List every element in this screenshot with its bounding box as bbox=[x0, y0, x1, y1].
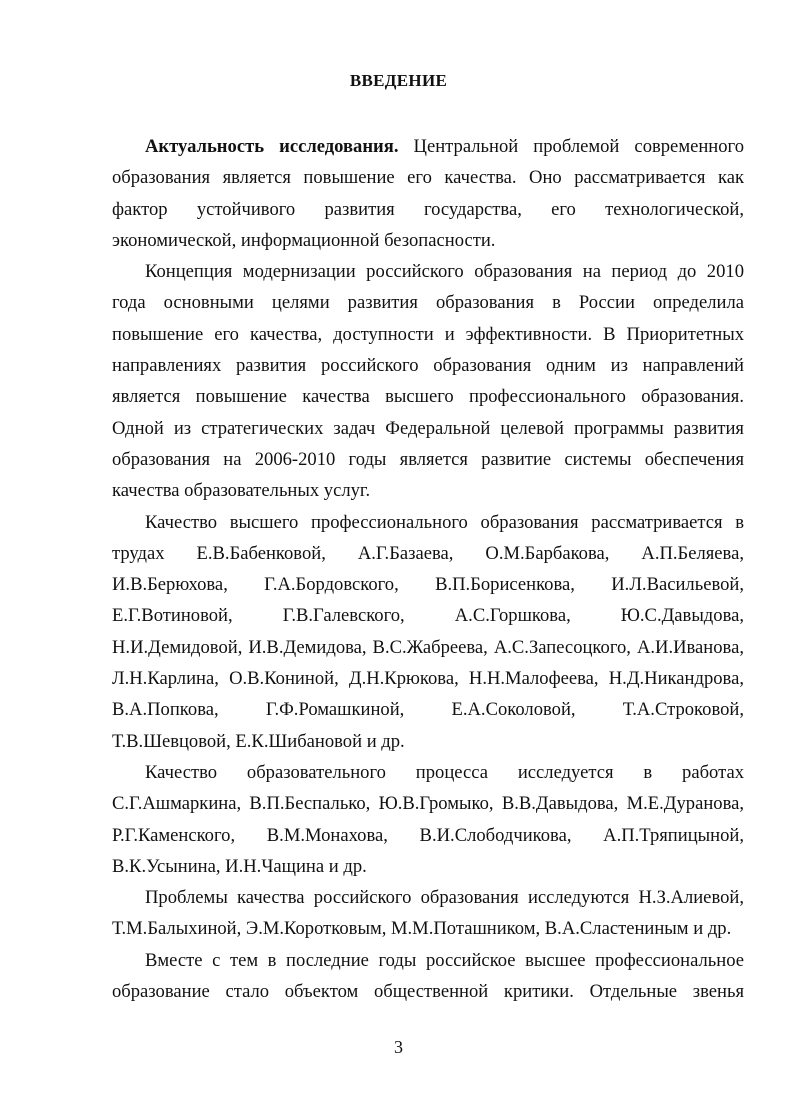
text-line: В.А.Попкова, Г.Ф.Ромашкиной, Е.А.Соколовой, Т.А.Строковой, bbox=[112, 699, 744, 721]
paragraph bbox=[112, 945, 744, 1008]
body-text bbox=[112, 131, 744, 1007]
text-line: Р.Г.Каменского, В.М.Монахова, В.И.Слободчикова, А.П.Тряпицыной, bbox=[112, 824, 744, 846]
text-line: является повышение качества высшего профессионального образования. bbox=[112, 386, 744, 408]
text-line: Актуальность исследования. Центральной проблемой современного bbox=[145, 136, 744, 157]
text-line: образования на 2006-2010 годы является развитие системы обеспечения bbox=[112, 448, 744, 470]
text-line: фактор устойчивого развития государства, его технологической, bbox=[112, 198, 744, 220]
page-number: 3 bbox=[394, 1037, 403, 1057]
paragraph bbox=[112, 882, 744, 945]
text-line: экономической, информационной безопасности. bbox=[112, 229, 496, 251]
page-title: ВВЕДЕНИЕ bbox=[349, 71, 448, 90]
text-line: трудах Е.В.Бабенковой, А.Г.Базаева, О.М.Барбакова, А.П.Беляева, bbox=[112, 542, 744, 564]
text-line: Проблемы качества российского образования исследуются Н.З.Алиевой, bbox=[145, 887, 744, 909]
text-line: года основными целями развития образования в России определила bbox=[112, 292, 744, 314]
text-line: образования является повышение его качества. Оно рассматривается как bbox=[112, 167, 744, 189]
paragraph bbox=[112, 507, 744, 757]
text-line: Вместе с тем в последние годы российское высшее профессиональное bbox=[145, 949, 744, 971]
text-line: Качество образовательного процесса исследуется в работах bbox=[145, 761, 744, 783]
text-line: повышение его качества, доступности и эффективности. В Приоритетных bbox=[112, 323, 744, 345]
text-line: Качество высшего профессионального образования рассматривается в bbox=[145, 511, 744, 533]
text-line: Т.М.Балыхиной, Э.М.Коротковым, М.М.Поташником, В.А.Сластениным и др. bbox=[112, 918, 732, 940]
text-line: направлениях развития российского образования одним из направлений bbox=[112, 355, 744, 377]
text-line: И.В.Берюхова, Г.А.Бордовского, В.П.Борисенкова, И.Л.Васильевой, bbox=[112, 574, 744, 596]
paragraph bbox=[112, 757, 744, 882]
text-line: Т.В.Шевцовой, Е.К.Шибановой и др. bbox=[112, 730, 405, 752]
paragraph bbox=[112, 256, 744, 506]
text-line: С.Г.Ашмаркина, В.П.Беспалько, Ю.В.Громыко, В.В.Давыдова, М.Е.Дуранова, bbox=[112, 793, 744, 815]
text-line: качества образовательных услуг. bbox=[112, 480, 371, 502]
paragraph bbox=[112, 131, 744, 256]
lead-phrase: Актуальность исследования. bbox=[145, 136, 399, 157]
text-line: Концепция модернизации российского образования на период до 2010 bbox=[145, 261, 744, 283]
text-line: Е.Г.Вотиновой, Г.В.Галевского, А.С.Горшкова, Ю.С.Давыдова, bbox=[112, 605, 744, 627]
text-line: В.К.Усынина, И.Н.Чащина и др. bbox=[112, 855, 367, 877]
text-line: Л.Н.Карлина, О.В.Кониной, Д.Н.Крюкова, Н.Н.Малофеева, Н.Д.Никандрова, bbox=[112, 668, 744, 690]
text-line: Н.И.Демидовой, И.В.Демидова, В.С.Жабреева, А.С.Запесоцкого, А.И.Иванова, bbox=[112, 636, 744, 658]
text-line: образование стало объектом общественной критики. Отдельные звенья bbox=[112, 981, 744, 1003]
text-line: Одной из стратегических задач Федеральной целевой программы развития bbox=[112, 417, 744, 439]
